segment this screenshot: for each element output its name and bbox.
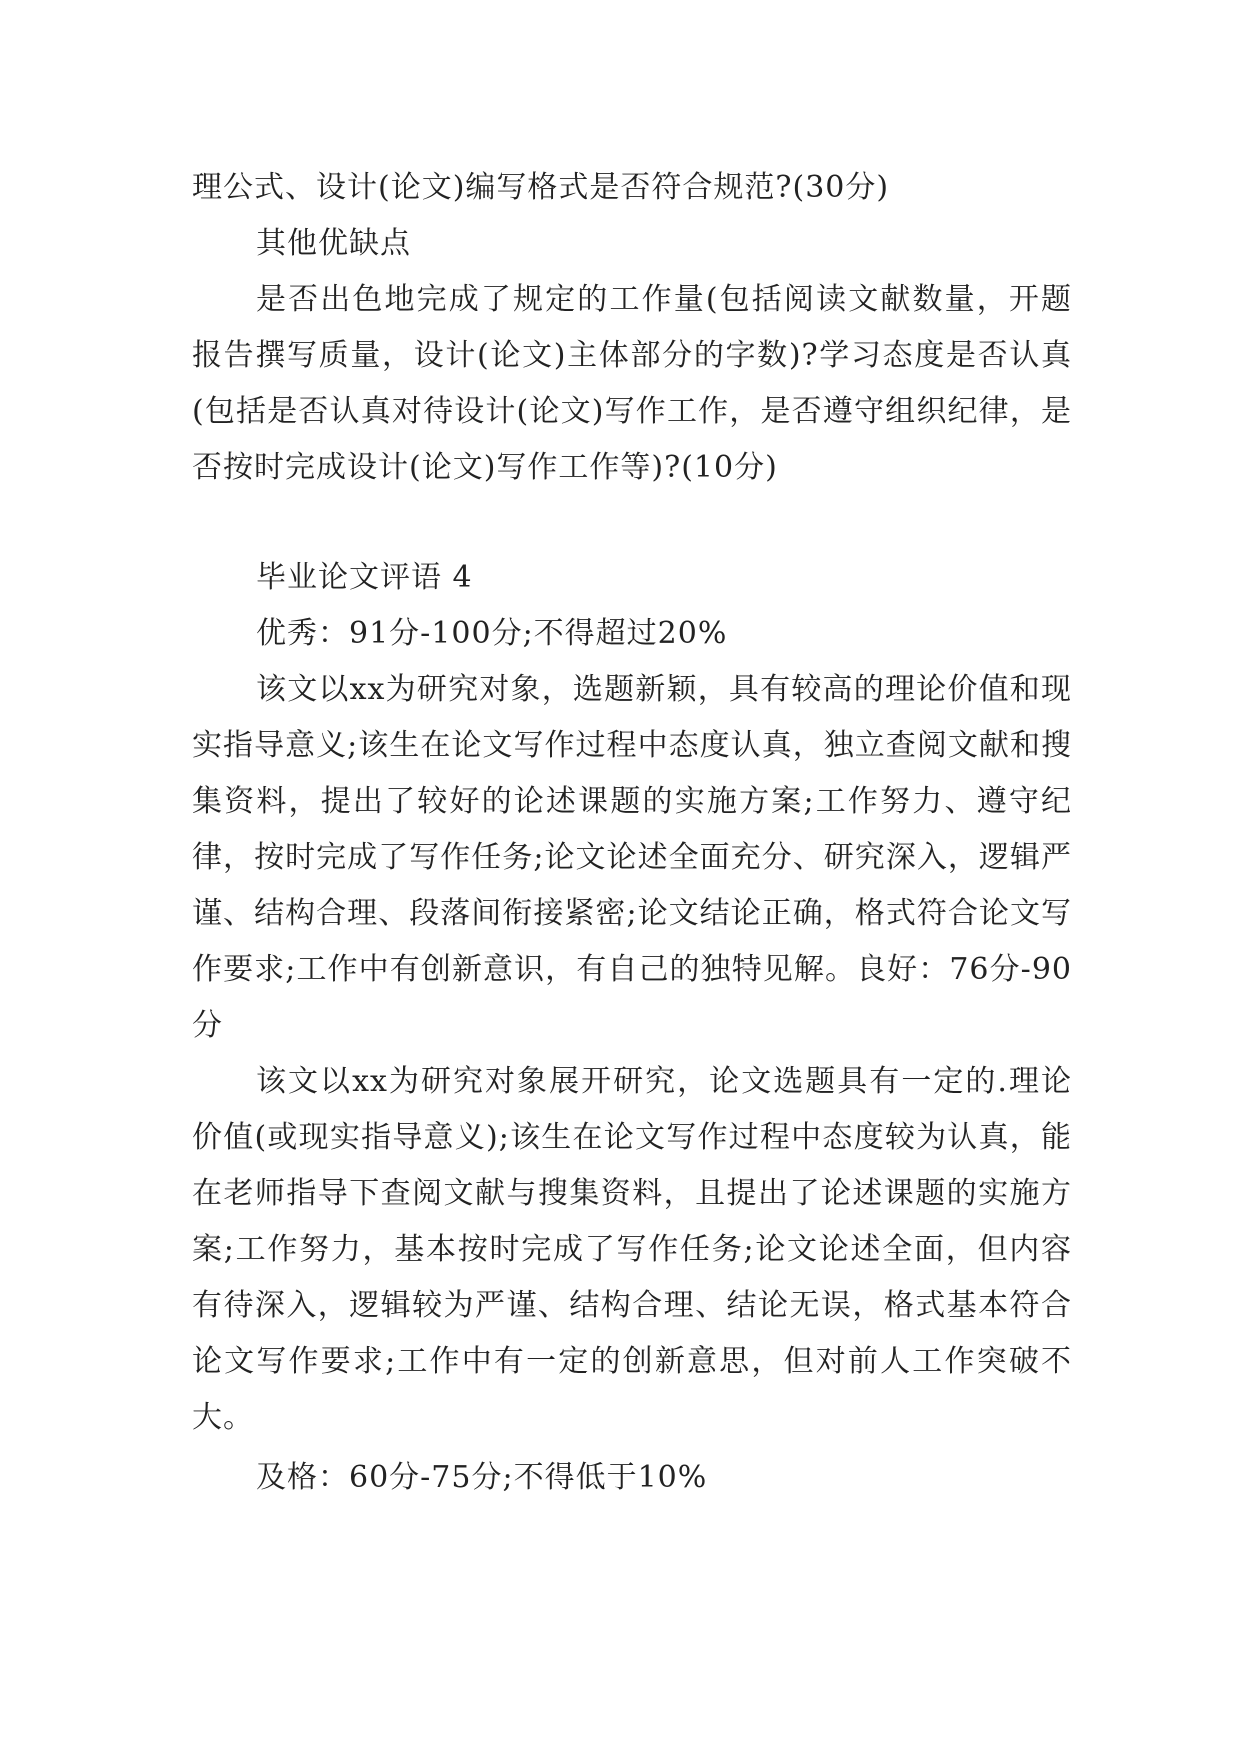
paragraph-other-heading: 其他优缺点 [256, 226, 411, 261]
paragraph-workload-criteria: 是否出色地完成了规定的工作量(包括阅读文献数量，开题报告撰写质量，设计(论文)主体部分的字数)?学习态度是否认真(包括是否认真对待设计(论文)写作工作，是否遵守组织纪律，是否按时完成设计(论文)写作工作等)?(10分) [192, 282, 1072, 485]
paragraph-pass-grade: 及格：60分-75分;不得低于10% [256, 1460, 708, 1495]
paragraph-excellent-comment: 该文以xx为研究对象，选题新颖，具有较高的理论价值和现实指导意义;该生在论文写作过程中态度认真，独立查阅文献和搜集资料，提出了较好的论述课题的实施方案;工作努力、遵守纪律，按时完成了写作任务;论文论述全面充分、研究深入，逻辑严谨、结构合理、段落间衔接紧密;论文结论正确，格式符合论文写作要求;工作中有创新意识，有自己的独特见解。良好：76分-90分 [192, 672, 1072, 1043]
section-heading-comments-4: 毕业论文评语 4 [256, 560, 473, 595]
paragraph-excellent-grade: 优秀：91分-100分;不得超过20% [256, 616, 728, 651]
paragraph-gap [192, 496, 1072, 550]
paragraph-format-criteria: 理公式、设计(论文)编写格式是否符合规范?(30分) [192, 170, 890, 205]
paragraph-good-comment: 该文以xx为研究对象展开研究，论文选题具有一定的.理论价值(或现实指导意义);该生在论文写作过程中态度较为认真，能在老师指导下查阅文献与搜集资料，且提出了论述课题的实施方案;工作努力，基本按时完成了写作任务;论文论述全面，但内容有待深入，逻辑较为严谨、结构合理、结论无误，格式基本符合论文写作要求;工作中有一定的创新意思，但对前人工作突破不大。 [192, 1064, 1072, 1435]
document-body [192, 160, 1072, 1506]
